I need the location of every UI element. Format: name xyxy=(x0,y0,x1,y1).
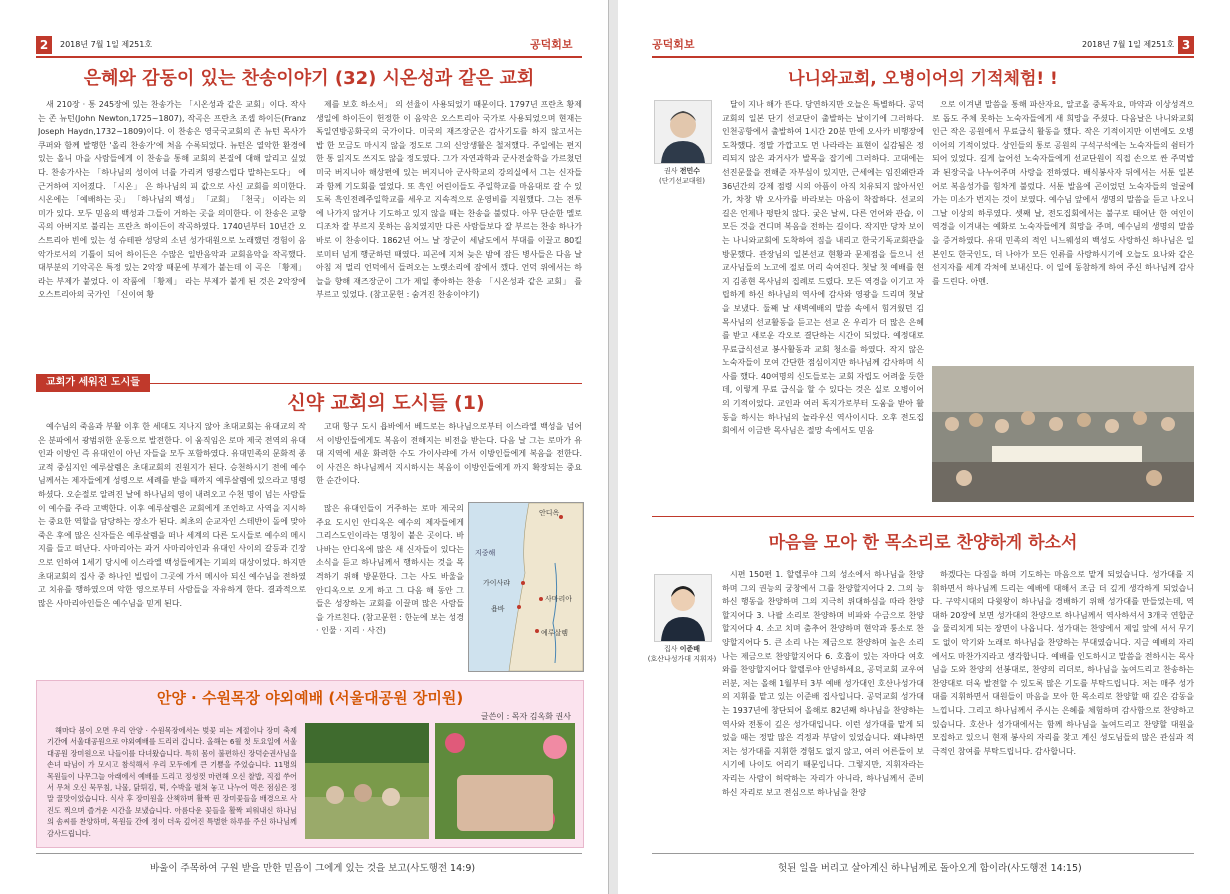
footer-verse: 헛된 일을 버리고 살아계신 하나님께로 돌아오게 함이라(사도행전 14:15) xyxy=(778,863,1082,874)
group-face-9 xyxy=(1161,417,1175,431)
mission-group-photo xyxy=(932,366,1194,502)
cities-col2a xyxy=(316,420,582,500)
section-tag: 교회가 세워진 도시들 xyxy=(36,374,150,392)
outing-title: 안양 · 수원목장 야외예배 (서울대공원 장미원) xyxy=(156,689,464,707)
photo2-rose-1 xyxy=(445,733,465,753)
group-face-11 xyxy=(1146,470,1162,486)
photo1-person-3 xyxy=(382,788,400,806)
cities-col1-text: 예수님의 죽음과 부활 이후 한 세대도 지나지 않아 초대교회는 유대교의 작은 분파에서 광범위한 운동으로 발전한다. 이 움직임은 로마 제국 전역의 유대인과 이방인 즉 유대인이 아닌 자들을 모두 포함하였다. 유대민족의 문화적 종교적 중심지인 예루살렘은 초대교회의 진원지가 된다. 승천하시기 전에 예수님께서는 제자들에게 성령으로 세례를 받을 때까지 예루살렘에 있으라고 명령하셨다. 오순절로 알려진 날에 하나님의 영이 내려오고 수천 명이 넘는 사람들이 예수를 주라 고백한다. 이후 예루살렘은 교회에게 조언하고 사역을 지시하는 중요한 역할을 담당하는 장소가 된다. 최초의 순교자인 스데반이 돌에 맞아 죽은 후에 많은 신자들은 예루살렘을 떠나 세계의 다른 도시들로 예수의 메시지를 들고 떠난다. 사마리아는 과거 사마리아인과 유대인 사이의 갈등과 긴장으로 인하여 1세기 당시에 이스라엘 백성들에게는 기피의 대상이었다. 하지만 초대교회의 집사 중 하나인 빌립이 그곳에 가서 메시아 되신 예수님을 전하였고 치유를 행하였으며 악한 영으로부터 사람들을 자유하게 한다. 결과적으로 많은 사마리아인들은 예수님을 믿게 된다. xyxy=(38,422,306,608)
hymn-story-title: 은혜와 감동이 있는 찬송이야기 (32) 시온성과 같은 교회 xyxy=(83,68,535,89)
mission-col2-text: 으로 이겨낸 말씀을 통해 파산자요, 알코올 중독자요, 마약과 이상성격으로 돕도 주체 못하는 노숙자들에게 새 희망을 주셨다. 다음날은 나니와교회 인근 작은 공원에서 무료급식 활동을 했다. 작은 기적이지만 이번에도 오병이어의 기적이었다. 상인들의 통로 공원의 구석구석에는 노숙자들의 쉼터가 되어 있었다. 길게 늘어선 노숙자들에게 선교단원이 직접 손으로 싼 주먹밥과 된장국을 나누어주며 사랑을 전하였다. 배식봉사자 뒤에서는 서툰 일본어로 복음성가를 힘차게 불렀다. 서툰 발음에 곤이었던 노숙자들의 얼굴에 가는 미소가 번지는 것이 보였다. 예수님 앞에서 생명의 말씀을 듣고 나오니 그날 이상의 하루였다. 셋째 날, 전도집회에서는 불구로 태어난 한 여인이 역경을 이겨내는 예화로 노숙자들에게 희망을 주며, 예수님의 생명의 말씀을 증거하였다. 유대 민족의 적인 니느웨성의 백성도 사랑하신 하나님은 일본인도 한국인도, 더 나아가 모든 인류를 사랑하시기에 오늘도 요나와 같은 선지자를 세계 각처에 보내신다. 이 일에 동참하게 하여 주신 하나님께 감사를 드린다. 아멘. xyxy=(932,100,1194,286)
masthead: 공덕회보 xyxy=(652,38,695,51)
hymn-story-col2 xyxy=(316,98,582,368)
footer-rule xyxy=(36,853,582,854)
header-date: 2018년 7월 1일 제251호 xyxy=(60,40,153,49)
photo1-person-2 xyxy=(354,784,372,802)
author-note: (단기선교대원) xyxy=(658,177,706,185)
map-label-caesarea: 가이사랴 xyxy=(483,579,511,587)
map-label-jerusalem: 예루살렘 xyxy=(541,629,569,637)
map-dot-1 xyxy=(559,515,563,519)
choir-title: 마음을 모아 한 목소리로 찬양하게 하소서 xyxy=(768,533,1078,553)
author-name: 이준배 xyxy=(679,645,701,653)
footer-verse: 바울이 주목하여 구원 받을 만한 믿음이 그에게 있는 것을 보고(사도행전 14:9) xyxy=(150,863,476,874)
map-dot-4 xyxy=(539,597,543,601)
group-face-4 xyxy=(1021,411,1035,425)
portrait-2-graphic xyxy=(655,575,711,641)
header-date: 2018년 7월 1일 제251호 xyxy=(1082,40,1175,49)
author-photo-choir xyxy=(654,574,712,642)
group-face-5 xyxy=(1049,417,1063,431)
map-dot-2 xyxy=(521,581,525,585)
map-dot-5 xyxy=(535,629,539,633)
map-graphic xyxy=(469,503,583,671)
author-role: 권사 xyxy=(663,167,678,175)
hymn-story-col1-text: 새 210장 · 통 245장에 있는 찬송가는 「시온성과 같은 교회」이다. 작사는 존 뉴턴(John Newton,1725~1807), 작곡은 프란츠 조셉 하이든(Franz Joseph Haydn,1732~1809)이다. 이 찬송은 영국국교회의 존 뉴턴 목사가 쿠퍼와 함께 발행한 '올리 찬송가'에 처음 수록되었다. 뉴턴은 열악한 환경에 있는 올니 마을 사람들에게 이 찬송을 통해 교회의 본질에 대해 알리고 싶었다. 찬송가사는 「하나님의 성이여 너를 가리켜 영광스럽다 말하는도다」 에 근거하여 지어졌다. 「시온」 은 하나님의 피 값으로 사신 교회를 의미한다. 시온에는 「예배하는 곳」 「하나님의 백성」 「교회」 「천국」 이라는 의미가 있다. 모두 믿음의 백성과 그들이 거하는 곳을 의미한다. 이 찬송은 교향곡의 아버지로 불리는 프란츠 하이든이 작곡하였다. 1740년부터 10년간 오스트리아 빈에 있는 성 슈테판 성당의 소년 성가대원으로 노래했던 경험이 음악가로서의 기틀이 되어 하이든은 수많은 일반음악과 교회음악을 작곡했다. 대부분의 기악곡은 특정 있는 2악장 때문에 부제가 붙는데 이 곡은 「황제」 라는 부제가 붙었다. 이 작품에 「황제」 라는 부제가 붙게 된 것은 2악장에 오스트리아의 국가인 「신이여 황 xyxy=(38,100,306,300)
mission-col1 xyxy=(722,98,924,502)
group-photo-graphic xyxy=(932,366,1194,502)
cities-col2b-text: 많은 유대인들이 거주하는 로마 제국의 주요 도시인 안디옥은 예수의 제자들에게 그리스도인이라는 명칭이 붙은 곳이다. 바나바는 안디옥에 많은 새 신자들이 있다는 소식을 듣고 하나님께서 행하시는 것을 목격하기 위해 방문한다. 그는 사도 바울을 안디옥으로 오게 하고 그 다음 해 동안 그들은 성장하는 교회를 이끌며 많은 사람들을 가르친다. (참고문헌 : 한눈에 보는 성경 · 인물 · 지리 · 사건) xyxy=(316,504,464,636)
group-face-6 xyxy=(1077,413,1091,427)
portrait-1-graphic xyxy=(655,101,711,163)
author-photo-mission xyxy=(654,100,712,164)
outing-box xyxy=(36,680,584,848)
page-number: 2 xyxy=(36,36,52,54)
group-face-10 xyxy=(956,470,972,486)
photo1-person-1 xyxy=(326,786,344,804)
rose-garden-photo-1 xyxy=(305,723,429,839)
mission-title: 나니와교회, 오병이어의 기적체험! ! xyxy=(788,69,1058,89)
map-label-antioch: 안디옥 xyxy=(539,509,560,517)
cities-col2b xyxy=(316,502,464,670)
section-rule xyxy=(652,516,1194,517)
right-page xyxy=(618,0,1230,894)
mission-col2 xyxy=(932,98,1194,360)
region-map xyxy=(468,502,584,672)
header-rule xyxy=(36,56,582,58)
outing-body xyxy=(47,725,297,841)
group-face-2 xyxy=(969,413,983,427)
map-label-joppa: 욥바 xyxy=(491,605,505,613)
page-number: 3 xyxy=(1178,36,1194,54)
map-dot-3 xyxy=(517,605,521,609)
group-photo-wall xyxy=(932,366,1194,412)
photo1-graphic xyxy=(305,723,429,839)
group-face-8 xyxy=(1133,411,1147,425)
hymn-story-col1 xyxy=(38,98,306,368)
choir-col1 xyxy=(722,568,924,846)
photo1-trees xyxy=(305,723,429,763)
photo2-group xyxy=(457,775,553,831)
left-page xyxy=(0,0,610,894)
cities-col1 xyxy=(38,420,306,672)
outing-body-text: 해마다 봄이 오면 우리 안양 · 수원목장에서는 벚꽃 피는 계절이나 장미 축제 기간에 서울대공원으로 야외예배를 드리러 갑니다. 올해는 6월 첫 토요일에 서울대공원 장미원으로 나들이를 다녀왔습니다. 특히 몸이 불편하신 장덕순권사님을 손녀 따님이 가 모시고 참석해서 우리 모두에게 큰 기쁨을 주었습니다. 11명의 목원들이 나무그늘 아래에서 예배를 드리고 정성껏 마련해 오신 찰밥, 직접 쑤어서 무쳐 오신 묵무침, 나물, 닭튀김, 떡, 수박을 펼쳐 놓고 나누어 먹은 점심은 정말 꿀맛이었습니다. 식사 후 장미원을 산책하며 활짝 핀 장미꽃들을 배경으로 사진도 찍으며 즐거운 시간을 보냈습니다. 아름다운 꽃들을 활짝 피워내신 하나님의 솜씨를 찬양하며, 목원들 간에 정이 더욱 깊어진 특별한 하루를 주신 하나님께 감사드립니다. xyxy=(47,726,297,838)
rose-garden-photo-2 xyxy=(435,723,575,839)
group-face-7 xyxy=(1105,419,1119,433)
cities-col2a-text: 고대 항구 도시 욥바에서 베드로는 하나님으로부터 이스라엘 백성을 넘어서 이방인들에게도 복음이 전해지는 비전을 받는다. 다음 날 그는 로마가 유대 지역에 세운 화려한 수도 가이사랴에 가서 이방인들에게 복음을 전한다. 이 사건은 하나님께서 지시하시는 복음이 이방인들에게 까지 확장되는 중요한 순간이다. xyxy=(316,422,582,486)
photo2-graphic xyxy=(435,723,575,839)
author-caption-choir xyxy=(646,644,718,664)
author-role: 집사 xyxy=(663,645,678,653)
group-face-3 xyxy=(995,419,1009,433)
author-caption-mission xyxy=(648,166,716,186)
author-note: (호산나성가대 지휘자) xyxy=(647,655,717,663)
outing-byline: 글쓴이 : 목자 김옥화 권사 xyxy=(480,712,571,721)
map-label-sea: 지중해 xyxy=(475,549,496,557)
group-face-1 xyxy=(945,417,959,431)
header-rule xyxy=(652,56,1194,58)
choir-col2-text: 하겠다는 다짐을 하며 기도하는 마음으로 맡게 되었습니다. 성가대를 지휘하면서 하나님께 드리는 예배에 대해서 조금 더 깊게 생각하게 되었습니다. 구약시대의 다윗왕이 하나님을 경배하기 위해 성가대를 만들었는데, 역대하 20장에 보면 성가대의 찬양으로 하나님께서 역사하셔서 3개국 연합군을 물리치게 되는 장면이 나옵니다. 성가대는 찬양에서 제일 앞에 서서 무기도 없이 악기와 노래로 하나님을 찬양하는 부대였습니다. 지금 예배의 자리에서도 마찬가지라고 생각합니다. 예배를 인도하시고 말씀을 전하시는 목사님을 도와 찬양의 선봉대로, 찬양의 리더로, 하나님을 높여드리고 찬송하는 찬양대로 더욱 발전할 수 있도록 많은 기도를 부탁드립니다. 저는 매주 성가대를 지휘하면서 대원들이 마음을 모아 한 목소리로 찬양할 때 깊은 감동을 느낍니다. 그리고 하나님께서 주시는 은혜를 체험하며 감사함으로 찬양하고 있습니다. 호산나 성가대에서는 함께 하나님을 높여드리고 찬양할 대원을 모집하고 있으니 현재 봉사의 자리를 찾고 계신 성도님들의 많은 관심과 적극적인 참여를 부탁드립니다. 감사합니다. xyxy=(932,570,1194,756)
map-label-samaria: 사마리아 xyxy=(545,595,573,603)
mission-col1-text: 달이 지나 해가 뜬다. 당연하지만 오늘은 특별하다. 공덕교회의 일본 단기 선교단이 출발하는 날이기에 그러하다. 인천공항에서 출발하여 1시간 20분 만에 오사카 비행장에 도착했다. 정말 가깝고도 먼 나라라는 표현이 실감됨은 정리되지 않은 과거사가 발목을 잡기에 그러하다. 고대에는 선진문물을 전해준 자부심이 있지만, 근세에는 임진왜란과 36년간의 강제 점령 시의 아픔이 아직 치유되지 않아서인가, 차창 밖 오사카를 바라보는 마음이 착잡하다. 선교의 길은 언제나 평탄치 않다. 궂은 날씨, 다른 언어와 관습, 이 모든 것을 견디며 복음을 전하는 길이다. 작지만 당차 보이는 나니와교회에 도착하여 짐을 내리고 한국기독교회관을 방문했다. 관장님의 일본선교 현황과 문제점을 들으니 선교사님들의 노고에 절로 머리 숙여진다. 첫날 첫 예배를 현지 김종현 목사님의 집례로 드렸다. 모든 역경을 이기고 자립하게 하신 하나님의 역사에 감사와 영광을 드리며 첫날을 보냈다. 둘째 날 새벽예배의 말씀 속에서 힘겨웠던 김 목사님의 선교활동을 듣고는 선교 온 우리가 더 많은 은혜를 받고 새로운 각오로 결단하는 시간이 되었다. 예정대로 무료급식선교 봉사활동과 교회 청소를 하였다. 작지 않은 노숙자들이 모여 간단한 점심이지만 하나님께 감사하며 식사를 했다. 40여명의 신도들로는 교회 자립도 어려울 듯한데, 이렇게 무료 급식을 할 수 있다는 것은 실로 오병이어의 기적이었다. 교인과 여러 독지가로부터 도움을 받아 활동을 하시는 하나님의 놀라우신 역사이시다. 오후 전도집회에서 이금반 목사님은 절망 속에서도 믿음 xyxy=(722,100,924,436)
hymn-story-col2-text: 제를 보호 하소서」 의 선율이 사용되었기 때문이다. 1797년 프란츠 황제 생일에 하이든이 헌정한 이 음악은 오스트리아 국가로 사용되었으며 현재는 독일연방공화국의 국가이다. 미국의 재즈장군은 감사기도를 하지 않고서는 밥 한 모금도 마시지 않을 정도로 그의 신앙생활은 철저했다. 주일에는 편지 한 통 읽지도 쓰지도 않을 정도였다. 그가 자연과학과 군사전술학을 가르쳤던 미국 버지니아 해상편에 있는 버지니아 군사학교의 강의실에서 그는 신자들과 함께 기도회를 열었다. 또 흑인 어린이들도 주일학교를 마음대로 갈 수 있도록 흑인전례주일학교를 세우고 지속적으로 운영비를 지원했다. 그는 전투에 나가지 않거나 기도하고 있지 않을 때는 찬송을 불렀다. 아무 단순한 멜로디조차 잘 부르지 못하는 음치였지만 다른 사람들보다 잘 부르는 찬송 하나가 바로 이 찬송이다. 1862년 어느 날 장군이 세남도에서 부대를 이끌고 80킬로미터 넘게 행군하던 때였다. 피곤에 지쳐 늦은 밤에 잠든 병사들은 다음 날 아침 저 멀리 언덕에서 들려오는 노랫소리에 잠에서 깼다. 언덕 위에서는 하늘을 향해 재즈장군이 그가 제일 좋아하는 찬송 「시온성과 같은 교회」 를 부르고 있었다. (참고문헌 : 숨겨진 찬송이야기) xyxy=(316,100,582,300)
photo2-rose-2 xyxy=(543,735,567,759)
photo1-ground xyxy=(305,797,429,839)
masthead: 공덕회보 xyxy=(530,38,573,51)
choir-col1-text: 시편 150편 1. 할렐루야 그의 성소에서 하나님을 찬양하며 그의 권능의 궁창에서 그를 찬양할지어다 2. 그의 능하신 행동을 찬양하며 그의 지극히 위대하심을 따라 찬양할지어다 3. 나팔 소리로 찬양하며 비파와 수금으로 찬양할지어다 4. 소고 치며 춤추어 찬양하며 현악과 퉁소로 찬양할지어다 5. 큰 소리 나는 제금으로 찬양하며 높은 소리 나는 제금으로 찬양할지어다 6. 호흡이 있는 자마다 여호와를 찬양할지어다 할렐루야 안녕하세요, 공덕교회 교우여러분, 저는 올해 1월부터 3부 예배 성가대인 호산나성가대의 지휘를 맡고 있는 이준배 집사입니다. 공덕교회 성가대는 1937년에 창단되어 올해로 82년째 하나님을 찬양하는 역사와 전통이 깊은 성가대입니다. 이런 성가대를 맡게 되었을 때는 정말 많은 걱정과 부담이 있었습니다. 왜냐하면 저는 성가대를 지휘한 경험도 없지 않고, 여러 어른들이 보시기에 나이도 어리기 때문입니다. 그렇지만, 지휘자라는 자리는 사람이 허락하는 자리가 아니라, 하나님께서 준비하신 자리로 보고 전심으로 하나님을 찬양 xyxy=(722,570,924,797)
cities-title: 신약 교회의 도시들 (1) xyxy=(287,392,485,414)
footer-rule xyxy=(652,853,1194,854)
author-name: 전민수 xyxy=(679,167,701,175)
choir-col2 xyxy=(932,568,1194,846)
